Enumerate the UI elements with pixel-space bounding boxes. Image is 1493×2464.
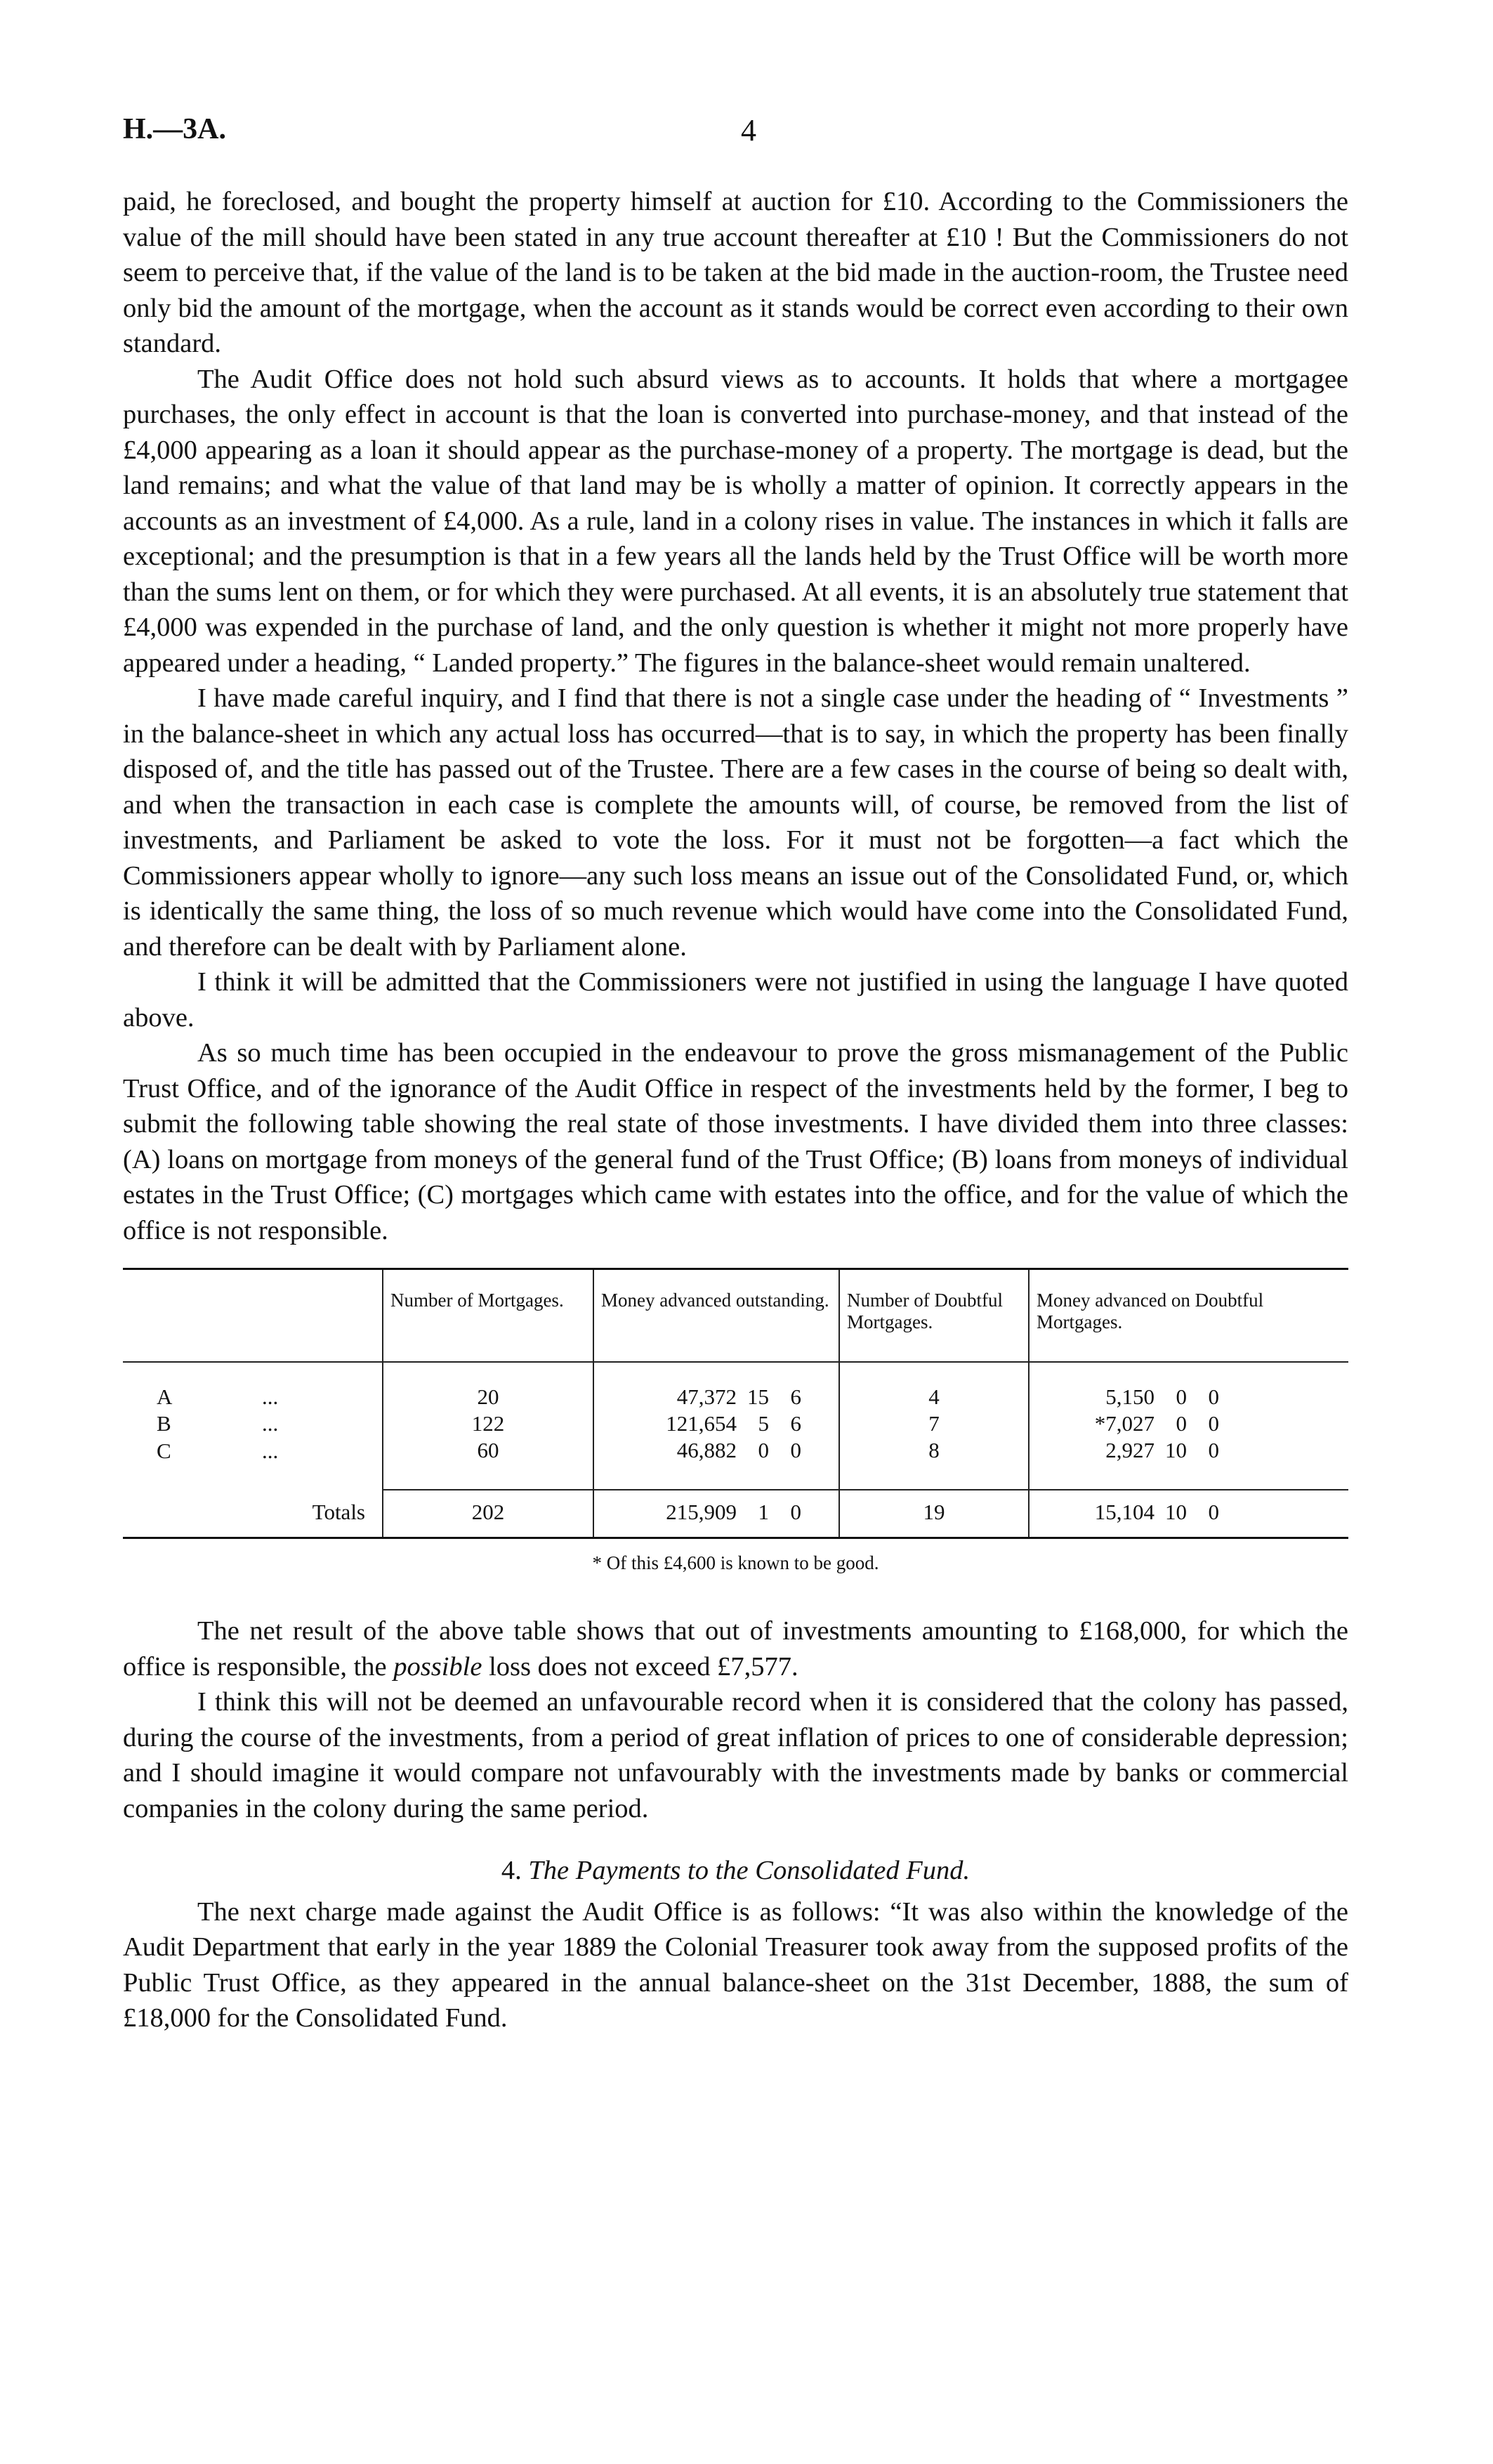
table-header-row: [123, 1270, 1348, 1362]
table-row: [123, 1437, 1348, 1490]
advanced-cell: 46,882 0 0: [593, 1437, 839, 1490]
mortgages-cell: 122: [383, 1410, 593, 1437]
doubtful-cell: 7: [839, 1410, 1029, 1437]
mortgages-cell: 60: [383, 1437, 593, 1490]
total-doubtful-advanced: 15,104 10 0: [1029, 1490, 1348, 1537]
section-title: The Payments to the Consolidated Fund.: [528, 1856, 971, 1885]
doubtful-advanced-cell: 5,150 0 0: [1029, 1362, 1348, 1410]
col-header-money-doubtful: Money advanced on Doubtful Mortgages.: [1029, 1270, 1348, 1362]
document-body: [123, 184, 1348, 2036]
document-code: H.—3A.: [123, 113, 226, 145]
total-mortgages: 202: [383, 1490, 593, 1537]
net-result-paragraph: The net result of the above table shows that out of investments amounting to £168,000, for which the office is responsible, the possible loss does not exceed £7,577.: [123, 1616, 1348, 1682]
investments-table-frame: [123, 1268, 1348, 1539]
section-heading: [123, 1853, 1348, 1889]
row-class-cell: C ...: [157, 1438, 279, 1463]
mortgages-cell: 20: [383, 1362, 593, 1410]
total-doubtful: 19: [839, 1490, 1029, 1537]
paragraph-1: paid, he foreclosed, and bought the property himself at auction for £10. According to the Commissioners the value of the mill should have been stated in any true account thereafter at £10 ! But the Commissioners do not seem to perceive that, if the value of the land is to be taken at the bid made in the auction-room, the Trustee need only bid the amount of the mortgage, when the account as it stands would be correct even according to their own standard.: [123, 187, 1348, 358]
advanced-cell: 121,654 5 6: [593, 1410, 839, 1437]
table-row: [123, 1410, 1348, 1437]
col-header-doubtful-mortgages: Number of Doubtful Mortgages.: [839, 1270, 1029, 1362]
advanced-cell: 47,372 15 6: [593, 1362, 839, 1410]
record-paragraph: I think this will not be deemed an unfavourable record when it is considered that the colony has passed, during the course of the investments, from a period of great inflation of prices to one of considerable depression; and I should imagine it would compare not unfavourably with the investments made by banks or commercial companies in the colony during the same period.: [123, 1687, 1348, 1823]
total-advanced: 215,909 1 0: [593, 1490, 839, 1537]
table-footnote: * Of this £4,600 is known to be good.: [592, 1552, 879, 1573]
paragraph-3: I have made careful inquiry, and I find that there is not a single case under the heading of “ Investments ” in the balance-sheet in which any actual loss has occurred—that is to say, in which the property has been finally disposed of, and the title has passed out of the Trustee. There are a few cases in the course of being so dealt with, and when the transaction in each case is complete the amounts will, of course, be removed from the list of investments, and Parliament be asked to vote the loss. For it must not be forgotten—a fact which the Commissioners appear wholly to ignore—any such loss means an issue out of the Consolidated Fund, or, which is identically the same thing, the loss of so much revenue which would have come into the Consolidated Fund, and therefore can be dealt with by Parliament alone.: [123, 683, 1348, 962]
doubtful-cell: 8: [839, 1437, 1029, 1490]
col-header-number-of-mortgages: Number of Mortgages.: [383, 1270, 593, 1362]
paragraph-2: The Audit Office does not hold such absurd views as to accounts. It holds that where a mortgagee purchases, the only effect in account is that the loan is converted into purchase-money, and that instead of the £4,000 appearing as a loan it should appear as the purchase-money of a property. The mortgage is dead, but the land remains; and what the value of that land may be is wholly a matter of opinion. It correctly appears in the accounts as an investment of £4,000. As a rule, land in a colony rises in value. The instances in which it falls are exceptional; and the presumption is that in a few years all the lands held by the Trust Office will be worth more than the sums lent on them, or for which they were purchased. At all events, it is an absolutely true statement that £4,000 was expended in the purchase of land, and the only question is whether it might not more properly have appeared under a heading, “ Landed property.” The figures in the balance-sheet would remain unaltered.: [123, 364, 1348, 678]
page-number: 4: [741, 113, 756, 148]
doubtful-advanced-cell: *7,027 0 0: [1029, 1410, 1348, 1437]
totals-row: [123, 1490, 1348, 1537]
doubtful-cell: 4: [839, 1362, 1029, 1410]
row-class-cell: A ...: [157, 1384, 279, 1409]
paragraph-4: I think it will be admitted that the Commissioners were not justified in using the language I have quoted above.: [123, 967, 1348, 1033]
col-header-money-advanced: Money advanced outstanding.: [593, 1270, 839, 1362]
doubtful-advanced-cell: 2,927 10 0: [1029, 1437, 1348, 1490]
col-header-class: [123, 1270, 383, 1362]
row-class-cell: B ...: [157, 1411, 279, 1436]
paragraph-5: As so much time has been occupied in the endeavour to prove the gross mismanagement of the Public Trust Office, and of the ignorance of the Audit Office in respect of the investments held by the former, I beg to submit the following table showing the real state of those investments. I have divided them into three classes: (A) loans on mortgage from moneys of the general fund of the Trust Office; (B) loans from moneys of individual estates in the Trust Office; (C) mortgages which came with estates into the office, and for the value of which the office is not responsible.: [123, 1038, 1348, 1245]
section-number: 4.: [501, 1856, 522, 1885]
page-header: [123, 112, 1348, 155]
investments-table: [123, 1270, 1348, 1537]
totals-label: Totals: [312, 1499, 365, 1524]
section4-paragraph: The next charge made against the Audit Office is as follows: “It was also within the knowledge of the Audit Department that early in the year 1889 the Colonial Treasurer took away from the supposed profits of the Public Trust Office, as they appeared in the annual balance-sheet on the 31st December, 1888, the sum of £18,000 for the Consolidated Fund.: [123, 1896, 1348, 2033]
table-row: [123, 1362, 1348, 1410]
emphasis-possible: possible: [393, 1651, 482, 1682]
